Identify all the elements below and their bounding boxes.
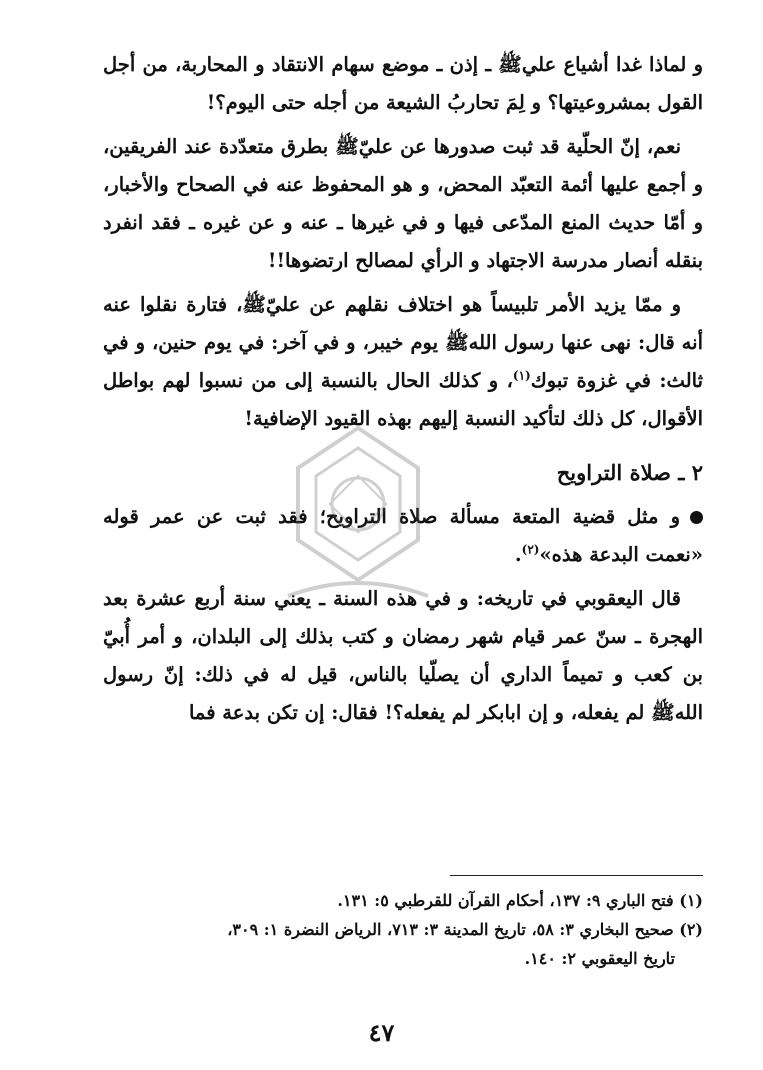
footnote-divider — [450, 875, 703, 876]
bullet-tail: . — [514, 543, 522, 566]
page-number: ٤٧ — [368, 1018, 395, 1047]
bullet-paragraph — [103, 498, 703, 574]
paragraph-final: قال اليعقوبي في تاريخه: و في هذه السنة ـ يعني سنة أربع عشرة بعد الهجرة ـ سنّ عمر قيام شهر رمضان و كتب بذلك إلى البلدان، و أمر أُبيّ بن كعب و تميماً الداري أن يصلّيا بالناس، قيل له في ذلك: إنّ رسول اللهﷺ لم يفعله، و إن ابابكر لم يفعله؟! فقال: إن تكن بدعة فما — [103, 587, 703, 724]
main-text — [103, 46, 703, 738]
paragraph-1: و لماذا غدا أشياع عليﷺ ـ إذن ـ موضع سهام الانتقاد و المحاربة، من أجل القول بمشروعيتها؟ و لِمَ تحاربُ الشيعة من أجله حتى اليوم؟! — [103, 53, 703, 114]
footnotes — [103, 886, 703, 973]
bullet-text: و مثل قضية المتعة مسألة صلاة التراويح؛ فقد ثبت عن عمر قوله «نعمت البدعة هذه» — [103, 505, 703, 566]
paragraph-2: نعم، إنّ الحلّية قد ثبت صدورها عن عليّﷺ بطرق متعدّدة عند الفريقين، و أجمع عليها أئمة التعبّد المحض، و هو المحفوظ عنه في الصحاح والأخبار، و أمّا حديث المنع المدّعى فيها و في غيرها ـ عنه و عن غيره ـ فقد انفرد بنقله أنصار مدرسة الاجتهاد و الرأي لمصالح ارتضوها!! — [103, 135, 703, 272]
footnote-ref-1: (١) — [512, 368, 531, 383]
footnote-1: (١) فتح الباري ٩: ١٣٧، أحكام القرآن للقرطبي ٥: ١٣١. — [337, 891, 703, 910]
paragraph-3-tail: ، و كذلك الحال بالنسبة إلى من نسبوا لهم بواطل الأقوال، كل ذلك لتأكيد النسبة إليهم بهذه القيود الإضافية! — [103, 369, 703, 430]
bullet-icon — [690, 511, 703, 524]
footnote-ref-2: (٢) — [521, 542, 540, 557]
footnote-2: (٢) صحيح البخاري ٣: ٥٨، تاريخ المدينة ٣: ٧١٣، الرياض النضرة ١: ٣٠٩، — [227, 920, 703, 939]
paragraph-3 — [103, 286, 703, 438]
section-heading: ٢ ـ صلاة التراويح — [556, 460, 703, 485]
footnote-2-continued: تاريخ اليعقوبي ٢: ١٤٠. — [524, 949, 675, 968]
paragraph-3-text: و ممّا يزيد الأمر تلبيساً هو اختلاف نقلهم عن عليّﷺ، فتارة نقلوا عنه أنه قال: نهى عنها رسول اللهﷺ يوم خيبر، و في آخر: في يوم حنين، و في ثالث: في غزوة تبوك — [103, 293, 704, 392]
